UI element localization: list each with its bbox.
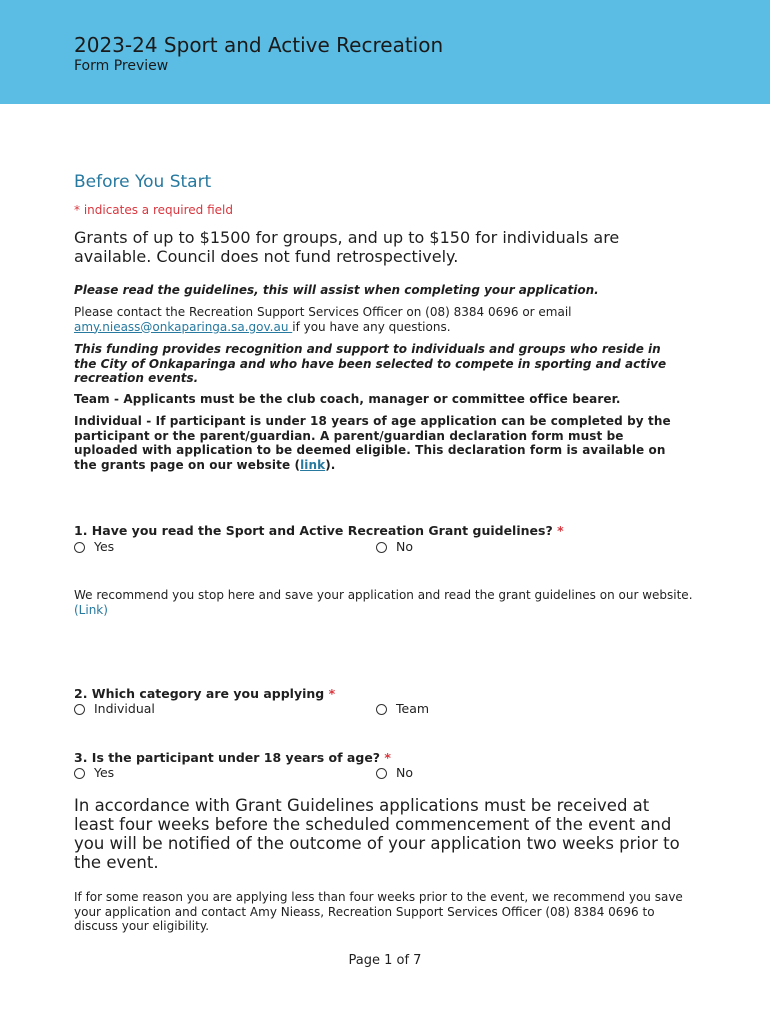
q3-option-no[interactable] (376, 765, 413, 780)
grant-lead-text: Grants of up to $1500 for groups, and up to $150 for individuals are available. Council does not fund retrospectively. (74, 228, 620, 266)
contact-text (74, 305, 694, 334)
individual-note-suffix: ). (325, 457, 336, 472)
q1-option-no[interactable] (376, 539, 413, 554)
form-title: 2023-24 Sport and Active Recreation (74, 33, 444, 57)
question-2-text: 2. Which category are you applying (74, 686, 325, 701)
radio-icon[interactable] (74, 768, 85, 779)
timing-statement: In accordance with Grant Guidelines applications must be received at least four weeks before the scheduled commencement of the event and you will be notified of the outcome of your application two weeks prior to the event. (74, 796, 680, 872)
option-label: Yes (94, 539, 115, 554)
required-marker: * (557, 523, 564, 538)
late-application-note: If for some reason you are applying less than four weeks prior to the event, we recommend you save your application and contact Amy Nieass, Recreation Support Services Officer (08) 8384 0696 to discuss your eligibility. (74, 890, 683, 933)
team-note: Team - Applicants must be the club coach, manager or committee office bearer. (74, 392, 621, 406)
question-1-text: 1. Have you read the Sport and Active Recreation Grant guidelines? (74, 523, 553, 538)
option-label: Yes (94, 765, 115, 780)
radio-icon[interactable] (376, 704, 387, 715)
form-header (0, 0, 770, 104)
q2-option-individual[interactable] (74, 701, 155, 716)
q1-option-yes[interactable] (74, 539, 114, 554)
contact-prefix: Please contact the Recreation Support Services Officer on (08) 8384 0696 or email (74, 305, 572, 319)
funding-note: This funding provides recognition and support to individuals and groups who reside in the City of Onkaparinga and who have been selected to compete in sporting and active recreation events. (74, 342, 667, 385)
guidelines-link[interactable]: (Link) (74, 602, 108, 617)
required-marker: * (384, 750, 391, 765)
q3-option-yes[interactable] (74, 765, 114, 780)
recommend-body: We recommend you stop here and save your application and read the grant guidelines on our website. (74, 588, 693, 602)
required-note: * indicates a required field (74, 203, 233, 217)
contact-suffix: if you have any questions. (292, 319, 451, 334)
individual-note-prefix: Individual - If participant is under 18 years of age application can be completed by the participant or the parent/guardian. A parent/guardian declaration form must be uploaded with application to be deemed eligible. This declaration form is available on the grants page on our website ( (74, 414, 671, 472)
individual-note (74, 414, 686, 472)
contact-email-link[interactable]: amy.nieass@onkaparinga.sa.gov.au (74, 319, 293, 334)
q2-option-team[interactable] (376, 701, 429, 716)
radio-icon[interactable] (376, 542, 387, 553)
question-3-text: 3. Is the participant under 18 years of age? (74, 750, 381, 765)
recommend-text (74, 588, 694, 617)
question-2-label (74, 686, 335, 701)
option-label: No (396, 539, 413, 554)
radio-icon[interactable] (74, 542, 85, 553)
section-title: Before You Start (74, 172, 212, 192)
required-marker: * (328, 686, 336, 701)
guidelines-note: Please read the guidelines, this will assist when completing your application. (74, 283, 599, 297)
question-1-label (74, 523, 564, 538)
page-indicator: Page 1 of 7 (348, 953, 422, 968)
radio-icon[interactable] (376, 768, 387, 779)
question-3-label (74, 750, 391, 765)
option-label: Team (396, 701, 430, 716)
declaration-form-link[interactable]: link (300, 457, 326, 472)
option-label: No (396, 765, 413, 780)
form-subtitle: Form Preview (74, 58, 169, 74)
option-label: Individual (94, 701, 155, 716)
radio-icon[interactable] (74, 704, 85, 715)
